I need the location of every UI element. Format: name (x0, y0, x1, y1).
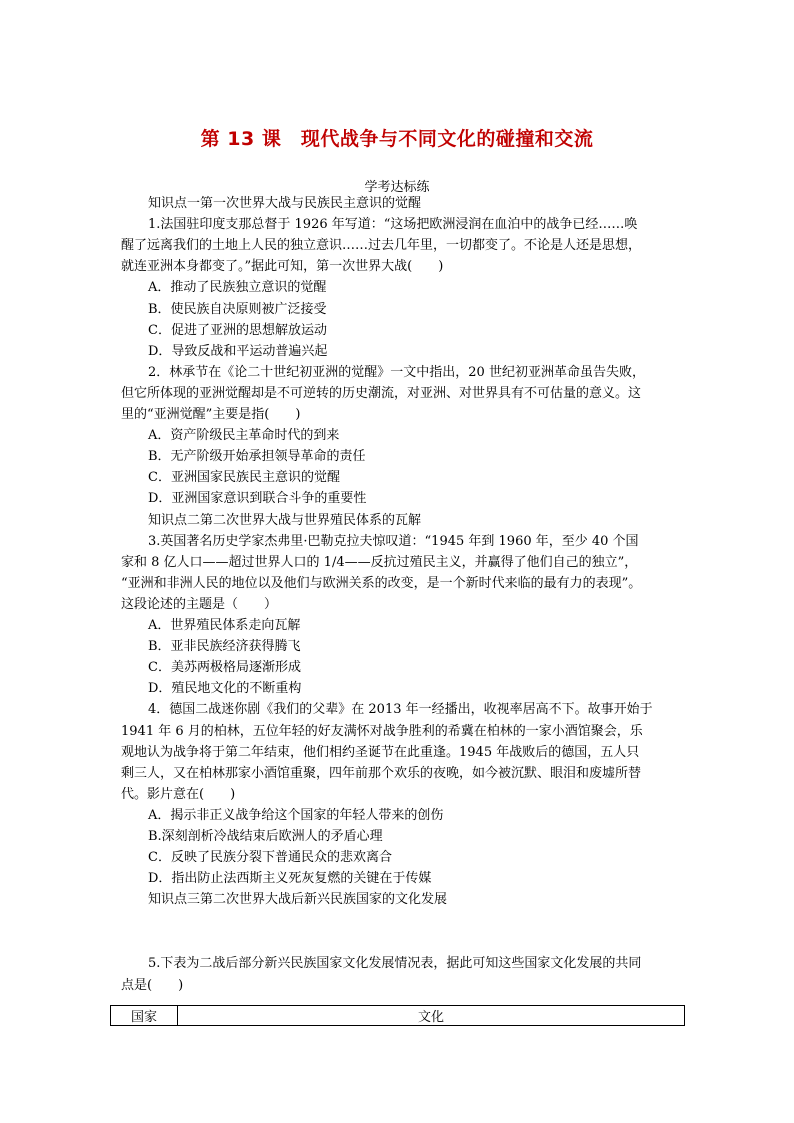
answer-option: D．导致反战和平运动普遍兴起 (148, 344, 328, 359)
section-subtitle: 学考达标练 (364, 180, 430, 195)
answer-option: A．揭示非正义战争给这个国家的年轻人带来的创伤 (148, 808, 444, 823)
question-line: 3.英国著名历史学家杰弗里·巴勒克拉夫惊叹道：“1945 年到 1960 年，至少 40 个国 (148, 534, 639, 549)
answer-option: B.深刻剖析冷战结束后欧洲人的矛盾心理 (148, 829, 383, 844)
table-header-row (111, 1006, 685, 1026)
answer-option: B．亚非民族经济获得腾飞 (148, 639, 301, 654)
question-line: 1.法国驻印度支那总督于 1926 年写道：“这场把欧洲浸润在血泊中的战争已经……唤 (148, 217, 638, 232)
answer-option: A．推动了民族独立意识的觉醒 (148, 280, 327, 295)
question-line: 但它所体现的亚洲觉醒却是不可逆转的历史潮流，对亚洲、对世界具有不可估量的意义。这 (121, 386, 642, 401)
knowledge-point-heading: 知识点一第一次世界大战与民族民主意识的觉醒 (148, 196, 422, 211)
question-line: 这段论述的主题是（ ） (121, 597, 278, 612)
answer-option: B．使民族自决原则被广泛接受 (148, 302, 327, 317)
answer-option: B．无产阶级开始承担领导革命的责任 (148, 449, 366, 464)
question-line: 点是( ) (121, 978, 184, 993)
question-line: 家和 8 亿人口——超过世界人口的 1/4——反抗过殖民主义，并赢得了他们自己的独立”， (121, 555, 638, 570)
table-header-country: 国家 (111, 1006, 178, 1026)
knowledge-point-heading: 知识点三第二次世界大战后新兴民族国家的文化发展 (148, 892, 448, 907)
question-line: 就连亚洲本身都变了。”据此可知，第一次世界大战( ) (121, 259, 444, 274)
answer-option: C．促进了亚洲的思想解放运动 (148, 323, 327, 338)
question-line: “亚洲和非洲人民的地位以及他们与欧洲关系的改变，是一个新时代来临的最有力的表现”。 (121, 576, 642, 591)
answer-option: A．资产阶级民主革命时代的到来 (148, 428, 340, 443)
answer-option: D．亚洲国家意识到联合斗争的重要性 (148, 491, 367, 506)
answer-option: C．亚洲国家民族民主意识的觉醒 (148, 470, 340, 485)
question-line: 代。影片意在( ) (121, 787, 236, 802)
question-line: 1941 年 6 月的柏林，五位年轻的好友满怀对战争胜利的希冀在柏林的一家小酒馆聚会，乐 (121, 724, 643, 739)
table-header-culture: 文化 (178, 1006, 685, 1026)
lesson-title: 第 13 课 现代战争与不同文化的碰撞和交流 (200, 128, 594, 150)
question-line: 醒了远离我们的土地上人民的独立意识……过去几年里，一切都变了。不论是人还是思想， (121, 238, 642, 253)
question-line: 5.下表为二战后部分新兴民族国家文化发展情况表，据此可知这些国家文化发展的共同 (148, 956, 642, 971)
question-line: 4．德国二战迷你剧《我们的父辈》在 2013 年一经播出，收视率居高不下。故事开始于 (148, 702, 653, 717)
answer-option: D．指出防止法西斯主义死灰复燃的关键在于传媒 (148, 871, 432, 886)
knowledge-point-heading: 知识点二第二次世界大战与世界殖民体系的瓦解 (148, 513, 422, 528)
answer-option: A．世界殖民体系走向瓦解 (148, 618, 301, 633)
answer-option: C．美苏两极格局逐渐形成 (148, 660, 301, 675)
question-line: 2．林承节在《论二十世纪初亚洲的觉醒》一文中指出，20 世纪初亚洲革命虽告失败， (148, 365, 645, 380)
culture-table (110, 1005, 685, 1026)
question-line: 观地认为战争将于第二年结束，他们相约圣诞节在此重逢。1945 年战败后的德国，五人只 (121, 745, 640, 760)
answer-option: C．反映了民族分裂下普通民众的悲欢离合 (148, 850, 392, 865)
question-line: 剩三人，又在柏林那家小酒馆重聚，四年前那个欢乐的夜晚，如今被沉默、眼泪和废墟所替 (121, 766, 642, 781)
answer-option: D．殖民地文化的不断重构 (148, 681, 302, 696)
question-line: 里的“亚洲觉醒”主要是指( ) (121, 407, 301, 422)
